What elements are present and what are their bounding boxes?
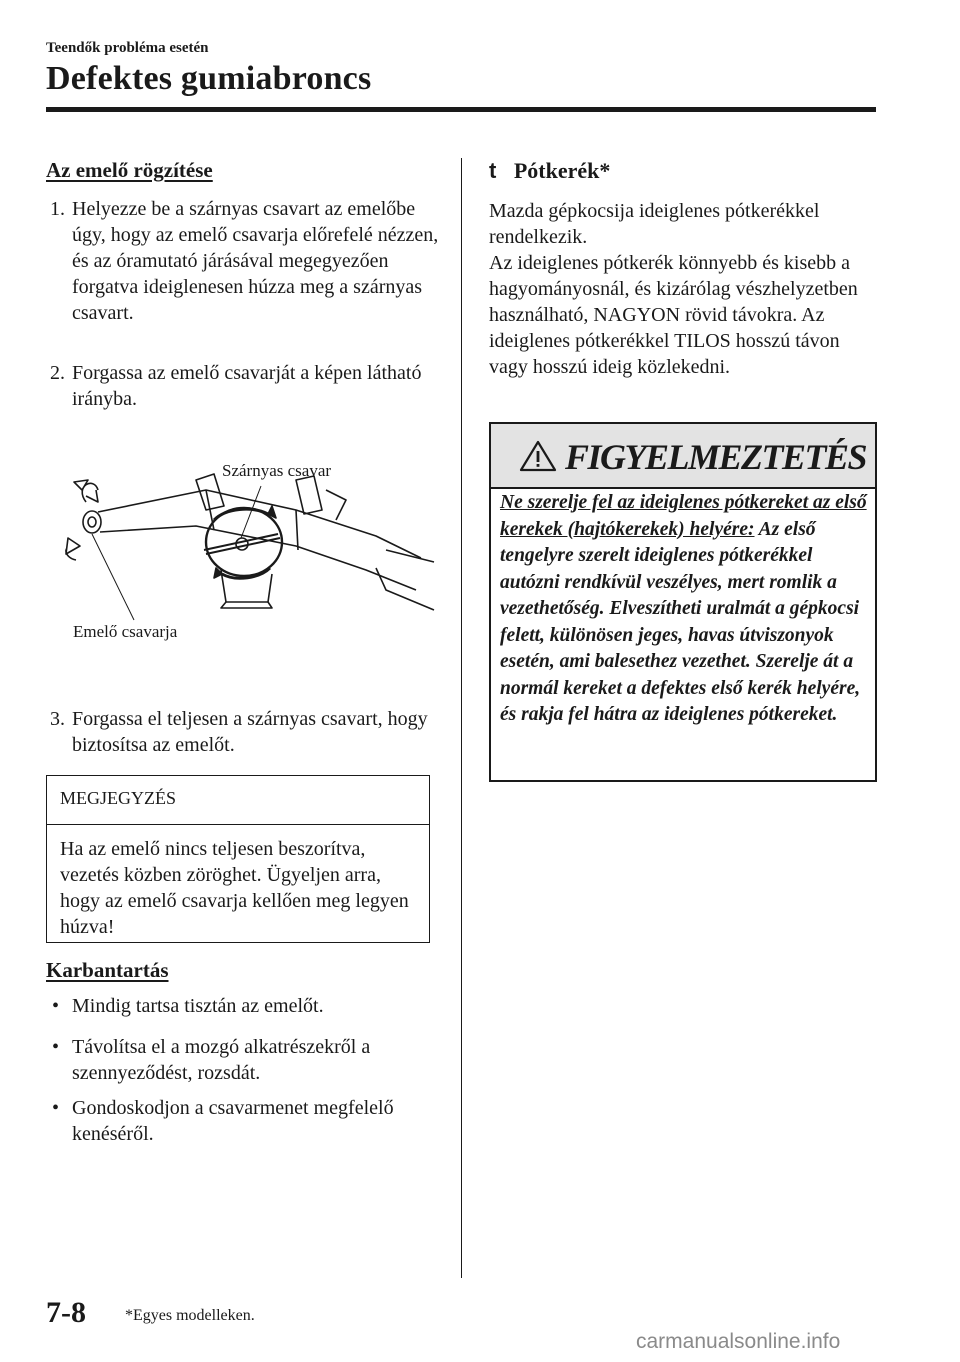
page-number: 7-8 xyxy=(46,1296,86,1329)
list-item: • Gondoskodjon a csavarmenet megfelelő kenéséről. xyxy=(52,1097,394,1145)
note-text: Ha az emelő nincs teljesen beszorítva, vezetés közben zöröghet. Ügyeljen arra, hogy az emelő csavarja kellően meg legyen húzva! xyxy=(60,838,409,938)
title-rule xyxy=(46,107,876,112)
watermark: carmanualsonline.info xyxy=(636,1330,841,1353)
heading-text: Pótkerék* xyxy=(513,158,611,183)
spare-paragraph-1: Mazda gépkocsija ideiglenes pótkerékkel rendelkezik. xyxy=(489,200,820,248)
step-text: Forgassa az emelő csavarját a képen látható irányba. xyxy=(72,362,422,410)
step-number: 1. xyxy=(50,198,65,220)
warning-header xyxy=(491,424,875,489)
footnote: *Egyes modelleken. xyxy=(125,1307,255,1324)
step-number: 2. xyxy=(50,362,65,384)
bullet-icon: • xyxy=(52,1097,60,1119)
bullet-icon: • xyxy=(52,995,60,1017)
warning-box xyxy=(489,422,877,782)
heading-marker: t xyxy=(489,158,497,183)
list-item: • Mindig tartsa tisztán az emelőt. xyxy=(52,995,324,1017)
note-heading: MEGJEGYZÉS xyxy=(60,788,176,808)
spare-paragraph-2: Az ideiglenes pótkerék könnyebb és kisebb a hagyományosnál, és kizárólag vészhelyzetben használható, NAGYON rövid távokra. Az ideiglenes pótkerékkel TILOS hosszú távon vagy hosszú ideig közlekedni. xyxy=(489,252,858,378)
page-title: Defektes gumiabroncs xyxy=(46,60,372,97)
label-wing-bolt: Szárnyas csavar xyxy=(222,461,332,480)
warning-text xyxy=(500,490,870,729)
bullet-icon: • xyxy=(52,1036,60,1058)
step-text: Helyezze be a szárnyas csavart az emelőbe úgy, hogy az emelő csavarja előrefelé nézzen, és az óramutató járásával megegyezően forgatva ideiglenesen húzza meg a szárnyas csavart. xyxy=(72,198,439,324)
warning-body-text: Az első tengelyre szerelt ideiglenes pótkerékkel autózni rendkívül veszélyes, mert romlik a vezethetőség. Elveszítheti uralmát a gépkocsi felett, különösen jeges, havas útviszonyok esetén, ami balesethez vezethet. Szerelje át a normál kereket a defektes első kerék helyére, és rakja fel hátra az ideiglenes pótkereket. xyxy=(500,518,861,725)
subheading-maintenance: Karbantartás xyxy=(46,958,169,982)
note-header xyxy=(47,776,429,825)
subheading-jack-securing: Az emelő rögzítése xyxy=(46,158,213,182)
step-1 xyxy=(46,196,446,326)
note-box xyxy=(46,775,430,943)
label-jack-screw: Emelő csavarja xyxy=(73,622,178,641)
step-2 xyxy=(46,360,446,412)
warning-title: FIGYELMEZTETÉS xyxy=(565,437,867,477)
step-3 xyxy=(46,706,446,758)
warning-underlined-text: Ne szerelje fel az ideiglenes pótkereket az első kerekek (hajtókerekek) helyére: xyxy=(500,492,867,540)
step-number: 3. xyxy=(50,708,65,730)
section-heading-spare xyxy=(489,158,610,184)
column-divider xyxy=(461,158,462,1278)
step-text: Forgassa el teljesen a szárnyas csavart, hogy biztosítsa az emelőt. xyxy=(72,708,428,756)
warning-triangle-icon xyxy=(519,440,557,472)
section-label: Teendők probléma esetén xyxy=(46,40,209,56)
list-item: • Távolítsa el a mozgó alkatrészekről a szennyeződést, rozsdát. xyxy=(52,1036,371,1084)
